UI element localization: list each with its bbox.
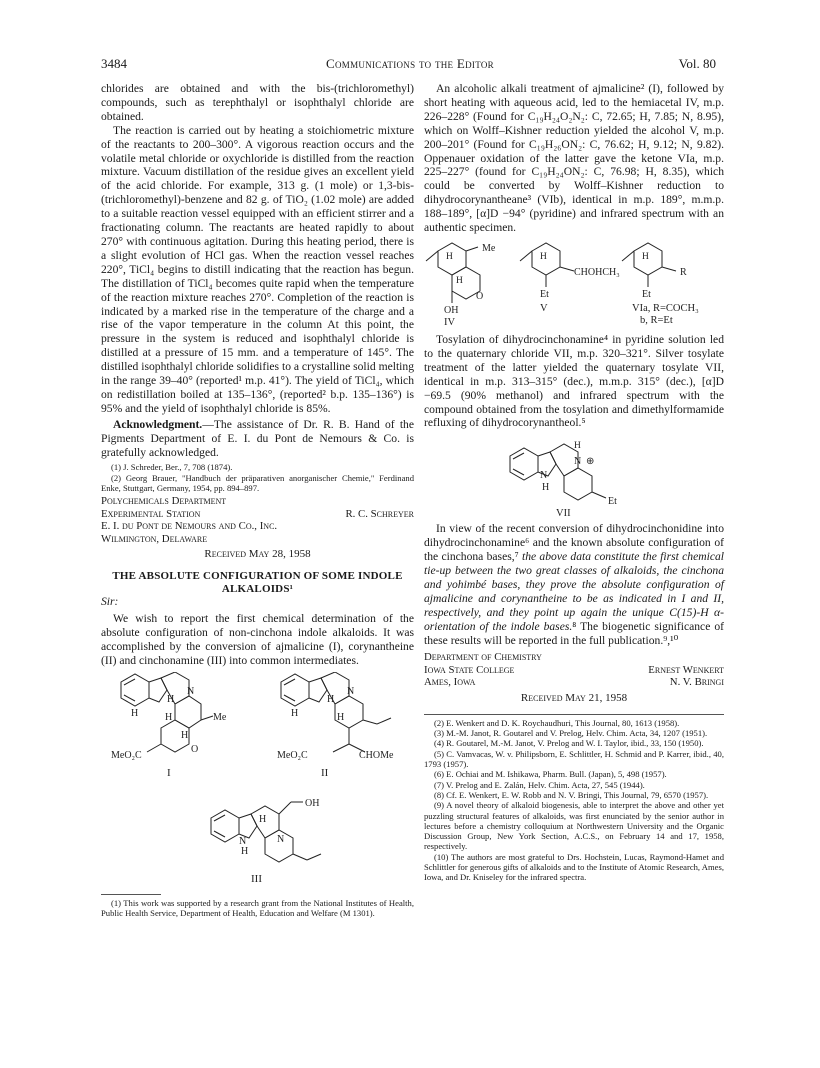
- structure-atom: H: [165, 711, 173, 723]
- affiliation-line: Experimental Station: [101, 507, 201, 520]
- structure-atom: Et: [608, 496, 617, 508]
- structure-atom: H: [181, 729, 189, 741]
- footnote: (4) R. Goutarel, M.-M. Janot, V. Prelog and W. I. Taylor, ibid., 33, 150 (1950).: [434, 738, 704, 749]
- structure-label: IV: [444, 316, 456, 328]
- structure-label: VII: [556, 508, 571, 519]
- structures-IV-V-VI: [424, 239, 724, 329]
- structure-label: b, R=Et: [640, 314, 673, 326]
- author-name: N. V. Bringi: [669, 676, 724, 689]
- footnote: (2) Georg Brauer, "Handbuch der präparativen anorganischer Chemie," Ferdinand Enke, Stuttgart, Germany, 1954, pp. 894–897.: [101, 472, 414, 494]
- footnote: (3) M.-M. Janot, R. Goutarel and V. Prelog, Helv. Chim. Acta, 34, 1207 (1951).: [434, 728, 708, 739]
- structure-atom: O: [191, 743, 199, 755]
- journal-section: Communications to the Editor: [326, 56, 494, 71]
- structures-I-II: [101, 672, 414, 792]
- footnote: (5) C. Vamvacas, W. v. Philipsborn, E. Schlittler, H. Schmid and P. Karrer, ibid., 40, 1793 (1957).: [424, 748, 724, 770]
- structure-label: II: [321, 766, 329, 779]
- structure-atom: O: [476, 290, 484, 302]
- structure-atom: H: [167, 693, 175, 705]
- paragraph: Tosylation of dihydrocinchonamine⁴ in pyridine solution led to the quaternary chloride VII, m.p. 320–321°. Silver tosylate treatment of the latter yielded the quaternary tosylate VII, identical in m.p. 313–315° (dec.), m.m.p. 315° (dec.), [α]D −69.5 (90% methanol) and infrared spectrum with the compound obtained from the tosylation and dimethylformamide refluxing of dihydrocorynantheol.⁵: [424, 332, 724, 430]
- structure-atom: H: [456, 275, 463, 286]
- paragraph-emphasis: the above data constitute the first chemical tie-up between the two great classes of alkaloids, the cinchona and yohimbé bases, they prove the absolute configuration of ajmalicine and corynantheine to be as indicated in I and II, respectively, and they point up again the unique C(15)-H α-orientation of the indole bases.: [424, 550, 724, 633]
- structure-atom: N: [347, 685, 355, 697]
- affiliation-line: E. I. du Pont de Nemours and Co., Inc.: [101, 520, 278, 533]
- structure-atom: N: [187, 685, 195, 697]
- structure-atom: H: [446, 251, 453, 262]
- affiliation: [101, 495, 414, 545]
- footnote: (9) A novel theory of alkaloid biogenesis, able to interpret the above and other yet puzzling structural features of alkaloids, was first enunciated by the senior author in lectures before a chemistry colloquium at Northwestern University and the Organic Discussion Group, New York Section, A.C.S., on February 14 and 17, 1958, respectively.: [424, 800, 724, 852]
- footnote: (7) V. Prelog and E. Zalán, Helv. Chim. Acta, 27, 545 (1944).: [434, 779, 645, 790]
- right-column: [424, 82, 724, 883]
- structure-label: III: [251, 872, 262, 885]
- paragraph: The reaction is carried out by heating a stoichiometric mixture of the reactants to 200–300°. A vigorous reaction occurs and the volatile metal chloride or oxychloride is distilled from the reaction mixture. Vacuum distillation of the residue gives an excellent yield of the acid chloride. For example, 313 g. (1 mole) or 1,3-bis-(trichloromethyl)-benzene and 82 g. of TiO₂ (1.02 mole) are added to a suitable reaction vessel equipped with an efficient stirrer and a fractionating column. The reactants are heated rapidly to about 270° with continuous agitation. During this heating period, there is a slight evolution of HCl gas. When the reaction vessel reaches 220°, TiCl₄ begins to distill indicating that the reaction has begun. The distillation of TiCl₄ becomes quite rapid when the temperature of the reaction mixture reaches 270°. Completion of the reaction is indicated by a marked rise in the temperature of the charge and a rise of the vapor temperature in the column At this point, the pressure in the system is reduced and isophthalyl chloride is distilled at a pressure of 15 mm. and a temperature of 145°. The distilled isophthalyl chloride solidifies to a crystalline solid melting in the range 39–40° (reported¹ m.p. 41°). The yield of TiCl₄, which on redistillation boiled at 135–136°, (reported² b.p. 135–136°) is 95% and the yield of isophthalyl chloride is 85%.: [101, 123, 414, 415]
- volume-number: Vol. 80: [678, 56, 716, 71]
- acknowledgment-text: —The assistance of Dr. R. B. Hand of the Pigments Department of E. I. du Pont de Nemours & Co. is gratefully acknowledged.: [101, 417, 414, 459]
- page-header: [0, 56, 820, 76]
- affiliation-line: Ames, Iowa: [424, 676, 476, 689]
- left-column: [101, 82, 414, 918]
- footnote: (2) E. Wenkert and D. K. Roychaudhuri, This Journal, 80, 1613 (1958).: [434, 717, 680, 728]
- structure-atom: Et: [642, 288, 651, 300]
- structure-atom: OH: [305, 797, 320, 809]
- salutation: Sir:: [101, 595, 119, 609]
- structure-atom: H: [540, 251, 547, 262]
- structure-atom: R: [680, 266, 687, 278]
- structure-atom: H: [574, 441, 581, 452]
- structure-atom: H: [327, 693, 335, 705]
- author-name: R. C. Schreyer: [345, 507, 414, 520]
- paragraph: An alcoholic alkali treatment of ajmalicine² (I), followed by short heating with aqueous acid, led to the hemiacetal IV, m.p. 226–228° (Found for C₁₉H₂₄O₂N₂: C, 72.65; H, 7.85; N, 8.95), which on Wolff–Kishner reduction yielded the alcohol V, m.p. 200–201° (Found for C₁₉H₂₆ON₂: C, 76.62; H, 9.12; N, 9.82). Oppenauer oxidation of the latter gave the ketone VIa, m.p. 225–227° (found for C₁₉H₂₄ON₂: C, 76.98; H, 8.35), which could be converted by Wolff–Kishner reduction to dihydrocorynantheane³ (VIb), identical in m.p. 189°, m.m.p. 188–189°, [α]D −94° (pyridine) and infrared spectrum with an authentic specimen.: [424, 82, 724, 235]
- structure-atom: H: [542, 482, 550, 494]
- affiliation: [424, 651, 724, 689]
- structure-atom: Et: [540, 288, 549, 300]
- structure-VII: [424, 434, 724, 518]
- structure-atom: H: [291, 707, 299, 719]
- structure-label: V: [540, 302, 548, 314]
- structure-atom: N: [574, 456, 582, 468]
- acknowledgment-heading: Acknowledgment.: [113, 417, 203, 431]
- article-title: THE ABSOLUTE CONFIGURATION OF SOME INDOLE ALKALOIDS¹: [112, 570, 403, 595]
- footnote: (6) E. Ochiai and M. Ishikawa, Pharm. Bull. (Japan), 5, 498 (1957).: [434, 769, 667, 780]
- structure-atom: MeO₂C: [111, 749, 142, 761]
- structure-atom: MeO₂C: [277, 749, 308, 761]
- page-number: 3484: [101, 56, 127, 71]
- paragraph-text: ⁸ The biogenetic significance of these results will be reported in the full publication.⁹,¹⁰: [424, 619, 724, 647]
- structure-atom: H: [131, 707, 139, 719]
- affiliation-line: Department of Chemistry: [424, 651, 542, 664]
- structure-atom: N: [239, 835, 247, 847]
- structure-atom: CHOHCH₃: [574, 266, 620, 278]
- affiliation-line: Wilmington, Delaware: [101, 532, 208, 545]
- structure-atom: H: [337, 711, 345, 723]
- structure-label: VIa, R=COCH₃: [632, 302, 699, 314]
- footnote-rule: [424, 714, 724, 715]
- paragraph: chlorides are obtained and with the bis-(trichloromethyl) compounds, such as terephthalyl or isophthalyl chloride are obtained.: [101, 82, 414, 123]
- footnote: (10) The authors are most grateful to Drs. Hochstein, Lucas, Raymond-Hamet and Schlittler for generous gifts of alkaloids and to the Institute of Atomic Research, Ames, Iowa, and Dr. Kniseley for the infrared spectra.: [424, 851, 724, 883]
- structure-atom: N: [540, 470, 548, 482]
- structure-atom: Me: [213, 711, 227, 723]
- structure-atom: H: [642, 251, 649, 262]
- paragraph: We wish to report the first chemical determination of the absolute configuration of non-cinchona indole alkaloids. It was accomplished by the conversion of ajmalicine (I), corynantheine (II) and cinchonamine (III) into common intermediates.: [101, 612, 414, 667]
- received-date: Received May 21, 1958: [520, 691, 628, 704]
- paragraph-text: In view of the recent conversion of dihydrocinchonidine into dihydrocinchonamine⁶ and the known absolute configuration of the cinchona bases,⁷: [424, 522, 724, 564]
- paragraph: [424, 522, 724, 647]
- structure-atom: CHOMe: [359, 749, 394, 761]
- structure-atom: N: [277, 833, 285, 845]
- structure-atom: ⊕: [586, 456, 595, 468]
- structure-atom: Me: [482, 242, 496, 254]
- affiliation-line: Polychemicals Department: [101, 495, 227, 508]
- structure-III: [101, 788, 414, 888]
- structure-atom: H: [259, 813, 267, 825]
- footnote: (1) This work was supported by a research grant from the National Institutes of Health, Public Health Service, Department of Health, Education and Welfare (M 1301).: [101, 897, 414, 919]
- author-name: Ernest Wenkert: [648, 663, 724, 676]
- affiliation-line: Iowa State College: [424, 663, 515, 676]
- footnote-rule: [101, 894, 161, 895]
- footnote: (8) Cf. E. Wenkert, E. W. Robb and N. V. Bringi, This Journal, 79, 6570 (1957).: [434, 789, 709, 800]
- structure-atom: H: [241, 845, 249, 857]
- footnote: (1) J. Schreder, Ber., 7, 708 (1874).: [111, 462, 233, 473]
- structure-atom: OH: [444, 304, 459, 316]
- structure-label: I: [167, 766, 171, 779]
- received-date: Received May 28, 1958: [204, 548, 311, 561]
- acknowledgment: [101, 418, 414, 460]
